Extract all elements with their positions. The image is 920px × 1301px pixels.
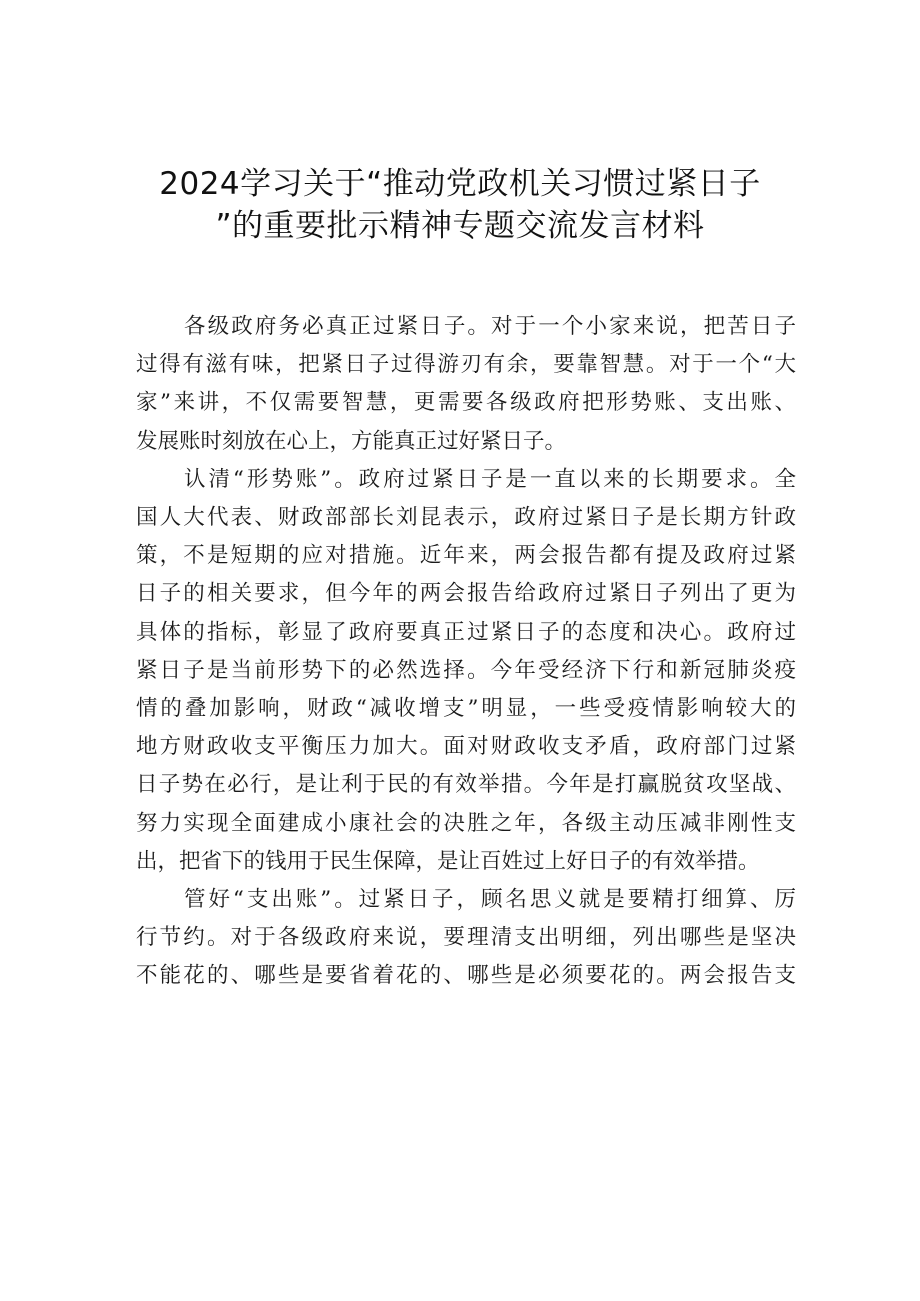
paragraph-line: 出，把省下的钱用于民生保障，是让百姓过上好日子的有效举措。 [136,848,760,874]
paragraph-3 [136,881,796,996]
paragraph-2 [136,461,796,881]
paragraph-line: 日子的相关要求，但今年的两会报告给政府过紧日子列出了更为 [136,581,796,607]
title-line-1: 2024学习关于“推动党政机关习惯过紧日子 [159,166,761,202]
paragraph-line: 具体的指标，彰显了政府要真正过紧日子的态度和决心。政府过 [136,619,796,645]
paragraph-line: 地方财政收支平衡压力加大。面对财政收支矛盾，政府部门过紧 [136,734,796,760]
paragraph-line: 不能花的、哪些是要省着花的、哪些是必须要花的。两会报告支 [136,963,796,989]
paragraph-line: 努力实现全面建成小康社会的决胜之年，各级主动压减非刚性支 [136,810,796,836]
title-line-2: ”的重要批示精神专题交流发言材料 [215,208,705,244]
paragraph-line: 发展账时刻放在心上，方能真正过好紧日子。 [136,428,567,454]
paragraph-line: 国人大代表、财政部部长刘昆表示，政府过紧日子是长期方针政 [136,505,796,531]
paragraph-line: 策，不是短期的应对措施。近年来，两会报告都有提及政府过紧 [136,543,796,569]
paragraph-line: 管好“支出账”。过紧日子，顾名思义就是要精打细算、厉 [184,887,796,913]
paragraph-1 [136,308,796,461]
paragraph-line: 情的叠加影响，财政“减收增支”明显，一些受疫情影响较大的 [136,696,796,722]
paragraph-line: 家”来讲，不仅需要智慧，更需要各级政府把形势账、支出账、 [136,390,796,416]
paragraph-line: 日子势在必行，是让利于民的有效举措。今年是打赢脱贫攻坚战、 [136,772,796,798]
paragraph-line: 行节约。对于各级政府来说，要理清支出明细，列出哪些是坚决 [136,925,796,951]
document-body [136,308,796,996]
paragraph-line: 过得有滋有味，把紧日子过得游刃有余，要靠智慧。对于一个“大 [136,352,796,378]
paragraph-line: 各级政府务必真正过紧日子。对于一个小家来说，把苦日子 [184,314,796,339]
paragraph-line: 认清“形势账”。政府过紧日子是一直以来的长期要求。全 [184,466,796,492]
paragraph-line: 紧日子是当前形势下的必然选择。今年受经济下行和新冠肺炎疫 [136,657,796,683]
document-title [100,163,820,247]
